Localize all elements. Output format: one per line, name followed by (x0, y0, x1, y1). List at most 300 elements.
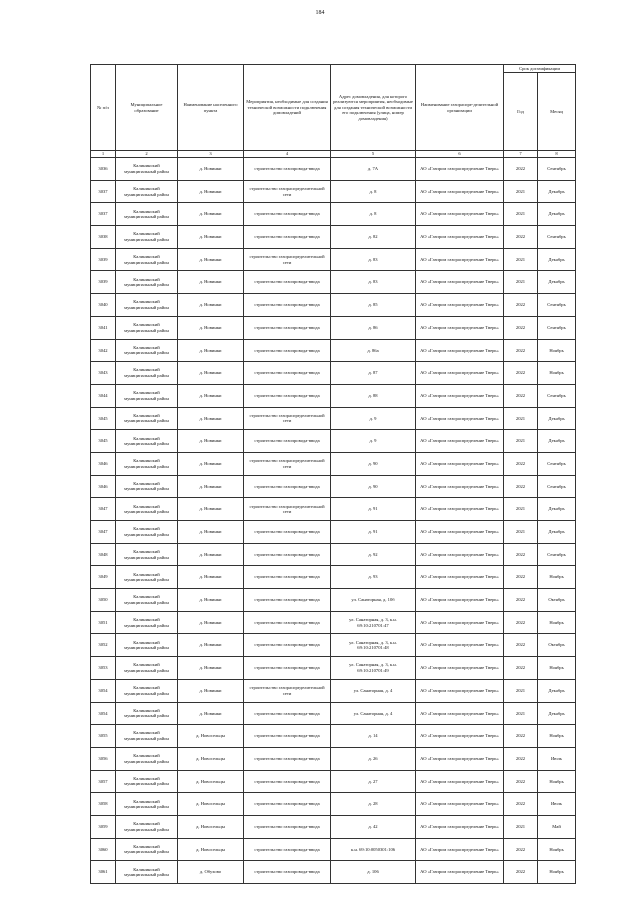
cell-municipality: Калининский муниципальный район (116, 203, 178, 226)
cell-year: 2022 (504, 294, 538, 317)
cell-municipality: Калининский муниципальный район (116, 861, 178, 884)
cell-number: 3037 (91, 180, 116, 203)
cell-number: 3061 (91, 861, 116, 884)
cell-organization: АО «Газпром газораспределение Тверь» (416, 747, 504, 770)
cell-municipality: Калининский муниципальный район (116, 543, 178, 566)
table-row (91, 475, 576, 498)
header-month: Месяц (538, 73, 576, 151)
cell-measure: строительство газопровода-ввода (244, 475, 331, 498)
cell-municipality: Калининский муниципальный район (116, 226, 178, 249)
cell-number: 3049 (91, 566, 116, 589)
cell-locality: д. Новинки (178, 248, 244, 271)
cell-measure: строительство газопровода-ввода (244, 316, 331, 339)
cell-month: Декабрь (538, 203, 576, 226)
cell-address: ул. Санаторная, д. 10б (331, 589, 416, 612)
cell-number: 3041 (91, 316, 116, 339)
cell-measure: строительство газопровода-ввода (244, 770, 331, 793)
cell-locality: д. Новосельцы (178, 838, 244, 861)
cell-address: д. 83 (331, 248, 416, 271)
cell-locality: д. Новинки (178, 158, 244, 181)
cell-address: ул. Санаторная, д. 4 (331, 679, 416, 702)
cell-locality: д. Новинки (178, 634, 244, 657)
cell-measure: строительство газораспределительной сети (244, 407, 331, 430)
cell-measure: строительство газопровода-ввода (244, 521, 331, 544)
cell-locality: д. Новинки (178, 589, 244, 612)
cell-measure: строительство газораспределительной сети (244, 679, 331, 702)
cell-address: д. 86а (331, 339, 416, 362)
cell-number: 3054 (91, 702, 116, 725)
cell-locality: д. Новинки (178, 203, 244, 226)
cell-locality: д. Новинки (178, 543, 244, 566)
cell-address: д. 14 (331, 725, 416, 748)
table-row (91, 294, 576, 317)
cell-month: Сентябрь (538, 452, 576, 475)
table-row (91, 384, 576, 407)
cell-year: 2022 (504, 657, 538, 680)
table-row (91, 566, 576, 589)
cell-measure: строительство газопровода-ввода (244, 702, 331, 725)
cell-number: 3042 (91, 339, 116, 362)
cell-measure: строительство газораспределительной сети (244, 452, 331, 475)
cell-year: 2022 (504, 634, 538, 657)
cell-year: 2022 (504, 316, 538, 339)
cell-address: д. 9 (331, 407, 416, 430)
cell-year: 2022 (504, 566, 538, 589)
cell-municipality: Калининский муниципальный район (116, 679, 178, 702)
cell-number: 3055 (91, 725, 116, 748)
cell-number: 3046 (91, 475, 116, 498)
cell-year: 2022 (504, 747, 538, 770)
cell-municipality: Калининский муниципальный район (116, 838, 178, 861)
cell-organization: АО «Газпром газораспределение Тверь» (416, 226, 504, 249)
cell-month: Ноябрь (538, 339, 576, 362)
cell-organization: АО «Газпром газораспределение Тверь» (416, 271, 504, 294)
cell-number: 3058 (91, 793, 116, 816)
cell-locality: д. Новинки (178, 271, 244, 294)
cell-year: 2021 (504, 203, 538, 226)
table-row (91, 158, 576, 181)
table-row (91, 452, 576, 475)
cell-month: Декабрь (538, 702, 576, 725)
header-municipality: Муниципальное образование (116, 65, 178, 151)
cell-address: д. 88 (331, 384, 416, 407)
cell-year: 2022 (504, 793, 538, 816)
cell-locality: д. Новосельцы (178, 747, 244, 770)
cell-locality: д. Новинки (178, 430, 244, 453)
cell-locality: д. Новинки (178, 611, 244, 634)
table-row (91, 339, 576, 362)
cell-organization: АО «Газпром газораспределение Тверь» (416, 430, 504, 453)
cell-number: 3059 (91, 815, 116, 838)
cell-month: Декабрь (538, 248, 576, 271)
column-number: 7 (504, 151, 538, 158)
cell-municipality: Калининский муниципальный район (116, 498, 178, 521)
cell-measure: строительство газораспределительной сети (244, 498, 331, 521)
cell-address: д. 90 (331, 475, 416, 498)
cell-measure: строительство газопровода-ввода (244, 838, 331, 861)
cell-address: д. 9 (331, 430, 416, 453)
table-row (91, 203, 576, 226)
cell-measure: строительство газопровода-ввода (244, 203, 331, 226)
cell-organization: АО «Газпром газораспределение Тверь» (416, 475, 504, 498)
cell-address: д. 28 (331, 793, 416, 816)
cell-month: Ноябрь (538, 362, 576, 385)
column-number: 8 (538, 151, 576, 158)
cell-number: 3045 (91, 407, 116, 430)
cell-locality: д. Новинки (178, 657, 244, 680)
cell-number: 3054 (91, 679, 116, 702)
cell-locality: д. Новинки (178, 226, 244, 249)
cell-organization: АО «Газпром газораспределение Тверь» (416, 611, 504, 634)
cell-year: 2021 (504, 498, 538, 521)
cell-municipality: Калининский муниципальный район (116, 634, 178, 657)
cell-municipality: Калининский муниципальный район (116, 702, 178, 725)
cell-municipality: Калининский муниципальный район (116, 248, 178, 271)
cell-year: 2022 (504, 838, 538, 861)
cell-month: Декабрь (538, 180, 576, 203)
cell-organization: АО «Газпром газораспределение Тверь» (416, 725, 504, 748)
cell-address: д. 87 (331, 362, 416, 385)
cell-number: 3046 (91, 452, 116, 475)
cell-measure: строительство газопровода-ввода (244, 634, 331, 657)
cell-locality: д. Новинки (178, 180, 244, 203)
cell-organization: АО «Газпром газораспределение Тверь» (416, 543, 504, 566)
cell-locality: д. Новинки (178, 294, 244, 317)
cell-municipality: Калининский муниципальный район (116, 770, 178, 793)
cell-address: д. 83 (331, 271, 416, 294)
cell-address: д. 26 (331, 747, 416, 770)
cell-measure: строительство газопровода-ввода (244, 611, 331, 634)
cell-year: 2022 (504, 770, 538, 793)
cell-locality: д. Новосельцы (178, 725, 244, 748)
cell-locality: д. Новинки (178, 498, 244, 521)
cell-number: 3039 (91, 248, 116, 271)
cell-month: Сентябрь (538, 158, 576, 181)
cell-month: Сентябрь (538, 294, 576, 317)
table-row (91, 725, 576, 748)
cell-organization: АО «Газпром газораспределение Тверь» (416, 452, 504, 475)
cell-municipality: Калининский муниципальный район (116, 815, 178, 838)
cell-locality: д. Новинки (178, 475, 244, 498)
column-number: 5 (331, 151, 416, 158)
cell-organization: АО «Газпром газораспределение Тверь» (416, 679, 504, 702)
cell-locality: д. Новинки (178, 384, 244, 407)
cell-year: 2022 (504, 452, 538, 475)
cell-month: Октябрь (538, 589, 576, 612)
cell-month: Декабрь (538, 498, 576, 521)
cell-number: 3044 (91, 384, 116, 407)
cell-year: 2021 (504, 180, 538, 203)
cell-month: Декабрь (538, 430, 576, 453)
cell-address: д. 85 (331, 294, 416, 317)
cell-organization: АО «Газпром газораспределение Тверь» (416, 634, 504, 657)
cell-year: 2021 (504, 815, 538, 838)
cell-month: Сентябрь (538, 226, 576, 249)
cell-month: Сентябрь (538, 316, 576, 339)
page-number: 184 (315, 10, 325, 16)
cell-municipality: Калининский муниципальный район (116, 521, 178, 544)
cell-year: 2021 (504, 248, 538, 271)
table-row (91, 861, 576, 884)
cell-address: ул. Санаторная, д. 4 (331, 702, 416, 725)
cell-locality: д. Новинки (178, 702, 244, 725)
cell-address: д. 86 (331, 316, 416, 339)
cell-month: Май (538, 815, 576, 838)
cell-number: 3047 (91, 521, 116, 544)
column-number: 4 (244, 151, 331, 158)
cell-year: 2021 (504, 679, 538, 702)
cell-measure: строительство газопровода-ввода (244, 566, 331, 589)
cell-organization: АО «Газпром газораспределение Тверь» (416, 158, 504, 181)
cell-locality: д. Новинки (178, 521, 244, 544)
cell-number: 3060 (91, 838, 116, 861)
cell-number: 3057 (91, 770, 116, 793)
cell-address: д. 42 (331, 815, 416, 838)
table-row (91, 180, 576, 203)
cell-year: 2022 (504, 384, 538, 407)
table-row (91, 589, 576, 612)
cell-address: д. 106 (331, 861, 416, 884)
cell-organization: АО «Газпром газораспределение Тверь» (416, 339, 504, 362)
cell-year: 2022 (504, 226, 538, 249)
table-row (91, 838, 576, 861)
cell-address: д. 93 (331, 566, 416, 589)
cell-address: д. 91 (331, 498, 416, 521)
cell-month: Ноябрь (538, 725, 576, 748)
cell-locality: д. Новинки (178, 566, 244, 589)
table-row (91, 815, 576, 838)
cell-month: Октябрь (538, 634, 576, 657)
cell-number: 3039 (91, 271, 116, 294)
cell-municipality: Калининский муниципальный район (116, 475, 178, 498)
cell-year: 2022 (504, 543, 538, 566)
cell-year: 2022 (504, 589, 538, 612)
cell-measure: строительство газораспределительной сети (244, 248, 331, 271)
cell-organization: АО «Газпром газораспределение Тверь» (416, 861, 504, 884)
cell-municipality: Калининский муниципальный район (116, 657, 178, 680)
cell-measure: строительство газопровода-ввода (244, 339, 331, 362)
header-locality: Наименование населенного пункта (178, 65, 244, 151)
cell-measure: строительство газопровода-ввода (244, 430, 331, 453)
cell-municipality: Калининский муниципальный район (116, 158, 178, 181)
cell-year: 2021 (504, 407, 538, 430)
cell-municipality: Калининский муниципальный район (116, 611, 178, 634)
cell-municipality: Калининский муниципальный район (116, 294, 178, 317)
cell-municipality: Калининский муниципальный район (116, 430, 178, 453)
cell-measure: строительство газопровода-ввода (244, 158, 331, 181)
cell-organization: АО «Газпром газораспределение Тверь» (416, 384, 504, 407)
cell-measure: строительство газопровода-ввода (244, 362, 331, 385)
cell-address: д. 91 (331, 521, 416, 544)
cell-month: Ноябрь (538, 861, 576, 884)
cell-organization: АО «Газпром газораспределение Тверь» (416, 180, 504, 203)
cell-measure: строительство газопровода-ввода (244, 226, 331, 249)
column-number: 3 (178, 151, 244, 158)
table-row (91, 543, 576, 566)
cell-year: 2022 (504, 611, 538, 634)
cell-number: 3045 (91, 430, 116, 453)
cell-number: 3056 (91, 747, 116, 770)
table-row (91, 747, 576, 770)
cell-year: 2022 (504, 362, 538, 385)
cell-organization: АО «Газпром газораспределение Тверь» (416, 793, 504, 816)
cell-municipality: Калининский муниципальный район (116, 362, 178, 385)
table-row (91, 248, 576, 271)
table-row (91, 634, 576, 657)
cell-municipality: Калининский муниципальный район (116, 589, 178, 612)
cell-year: 2021 (504, 430, 538, 453)
cell-organization: АО «Газпром газораспределение Тверь» (416, 248, 504, 271)
cell-locality: д. Новинки (178, 316, 244, 339)
cell-measure: строительство газопровода-ввода (244, 271, 331, 294)
cell-locality: д. Новосельцы (178, 815, 244, 838)
cell-month: Декабрь (538, 271, 576, 294)
cell-month: Ноябрь (538, 566, 576, 589)
header-address: Адрес домовладения, для которого реализуются мероприятия, необходимые для создания технической возможности его подключения (улица, номер домовладения) (331, 65, 416, 151)
cell-address: д. 7А (331, 158, 416, 181)
header-measures: Мероприятия, необходимые для создания технической возможности подключения домовладений (244, 65, 331, 151)
cell-locality: д. Новинки (178, 362, 244, 385)
cell-year: 2022 (504, 339, 538, 362)
cell-measure: строительство газопровода-ввода (244, 747, 331, 770)
cell-address: д. 8 (331, 180, 416, 203)
cell-month: Ноябрь (538, 838, 576, 861)
header-deadline-group: Срок догазификации (504, 65, 576, 73)
cell-year: 2021 (504, 521, 538, 544)
cell-organization: АО «Газпром газораспределение Тверь» (416, 702, 504, 725)
cell-measure: строительство газопровода-ввода (244, 725, 331, 748)
cell-year: 2022 (504, 861, 538, 884)
cell-number: 3043 (91, 362, 116, 385)
cell-address: ул. Санаторная, д. 3, к.н. 69:10:210701:48 (331, 634, 416, 657)
table-row (91, 407, 576, 430)
cell-measure: строительство газопровода-ввода (244, 861, 331, 884)
cell-organization: АО «Газпром газораспределение Тверь» (416, 521, 504, 544)
cell-locality: д. Новинки (178, 679, 244, 702)
cell-locality: д. Новосельцы (178, 770, 244, 793)
cell-municipality: Калининский муниципальный район (116, 725, 178, 748)
cell-measure: строительство газораспределительной сети (244, 180, 331, 203)
cell-address: д. 82 (331, 226, 416, 249)
column-number: 2 (116, 151, 178, 158)
table-row (91, 770, 576, 793)
cell-address: д. 90 (331, 452, 416, 475)
cell-organization: АО «Газпром газораспределение Тверь» (416, 770, 504, 793)
cell-measure: строительство газопровода-ввода (244, 543, 331, 566)
table-row (91, 679, 576, 702)
cell-locality: д. Новинки (178, 452, 244, 475)
cell-month: Ноябрь (538, 611, 576, 634)
table-row (91, 702, 576, 725)
cell-year: 2022 (504, 725, 538, 748)
table-row (91, 521, 576, 544)
cell-municipality: Калининский муниципальный район (116, 793, 178, 816)
cell-organization: АО «Газпром газораспределение Тверь» (416, 657, 504, 680)
table-row (91, 271, 576, 294)
table-row (91, 226, 576, 249)
cell-number: 3050 (91, 589, 116, 612)
cell-number: 3040 (91, 294, 116, 317)
cell-number: 3047 (91, 498, 116, 521)
cell-month: Июль (538, 747, 576, 770)
cell-organization: АО «Газпром газораспределение Тверь» (416, 316, 504, 339)
table-row (91, 316, 576, 339)
cell-month: Ноябрь (538, 770, 576, 793)
cell-month: Сентябрь (538, 384, 576, 407)
cell-year: 2022 (504, 158, 538, 181)
cell-municipality: Калининский муниципальный район (116, 384, 178, 407)
column-number: 1 (91, 151, 116, 158)
cell-municipality: Калининский муниципальный район (116, 747, 178, 770)
table-row (91, 498, 576, 521)
cell-municipality: Калининский муниципальный район (116, 271, 178, 294)
cell-address: ул. Санаторная, д. 3, к.н. 69:10:210701:49 (331, 657, 416, 680)
cell-month: Декабрь (538, 679, 576, 702)
cell-locality: д. Обухово (178, 861, 244, 884)
cell-measure: строительство газопровода-ввода (244, 815, 331, 838)
cell-organization: АО «Газпром газораспределение Тверь» (416, 815, 504, 838)
cell-month: Июль (538, 793, 576, 816)
cell-measure: строительство газопровода-ввода (244, 657, 331, 680)
cell-measure: строительство газопровода-ввода (244, 294, 331, 317)
cell-address: д. 8 (331, 203, 416, 226)
cell-organization: АО «Газпром газораспределение Тверь» (416, 294, 504, 317)
table-row (91, 362, 576, 385)
cell-organization: АО «Газпром газораспределение Тверь» (416, 589, 504, 612)
cell-municipality: Калининский муниципальный район (116, 339, 178, 362)
cell-year: 2022 (504, 475, 538, 498)
header-num: № п/п (91, 65, 116, 151)
cell-year: 2021 (504, 271, 538, 294)
cell-locality: д. Новинки (178, 407, 244, 430)
cell-locality: д. Новинки (178, 339, 244, 362)
table-row (91, 611, 576, 634)
cell-organization: АО «Газпром газораспределение Тверь» (416, 498, 504, 521)
cell-number: 3036 (91, 158, 116, 181)
cell-municipality: Калининский муниципальный район (116, 452, 178, 475)
cell-number: 3052 (91, 634, 116, 657)
cell-month: Декабрь (538, 407, 576, 430)
cell-measure: строительство газопровода-ввода (244, 384, 331, 407)
cell-month: Декабрь (538, 521, 576, 544)
cell-organization: АО «Газпром газораспределение Тверь» (416, 838, 504, 861)
column-number: 6 (416, 151, 504, 158)
cell-locality: д. Новосельцы (178, 793, 244, 816)
header-year: Год (504, 73, 538, 151)
cell-year: 2021 (504, 702, 538, 725)
cell-organization: АО «Газпром газораспределение Тверь» (416, 203, 504, 226)
cell-municipality: Калининский муниципальный район (116, 316, 178, 339)
cell-address: к.н. 69:10:0050301:106 (331, 838, 416, 861)
table-row (91, 657, 576, 680)
cell-number: 3048 (91, 543, 116, 566)
cell-address: ул. Санаторная, д. 3, к.н. 69:10:210701:47 (331, 611, 416, 634)
header-organization: Наименование газораспре-делительной организации (416, 65, 504, 151)
cell-number: 3038 (91, 226, 116, 249)
gasification-table (90, 64, 576, 884)
cell-month: Сентябрь (538, 475, 576, 498)
cell-number: 3037 (91, 203, 116, 226)
cell-municipality: Калининский муниципальный район (116, 407, 178, 430)
cell-measure: строительство газопровода-ввода (244, 589, 331, 612)
cell-measure: строительство газопровода-ввода (244, 793, 331, 816)
cell-address: д. 92 (331, 543, 416, 566)
cell-month: Ноябрь (538, 657, 576, 680)
cell-municipality: Калининский муниципальный район (116, 566, 178, 589)
table-row (91, 793, 576, 816)
cell-month: Сентябрь (538, 543, 576, 566)
cell-municipality: Калининский муниципальный район (116, 180, 178, 203)
